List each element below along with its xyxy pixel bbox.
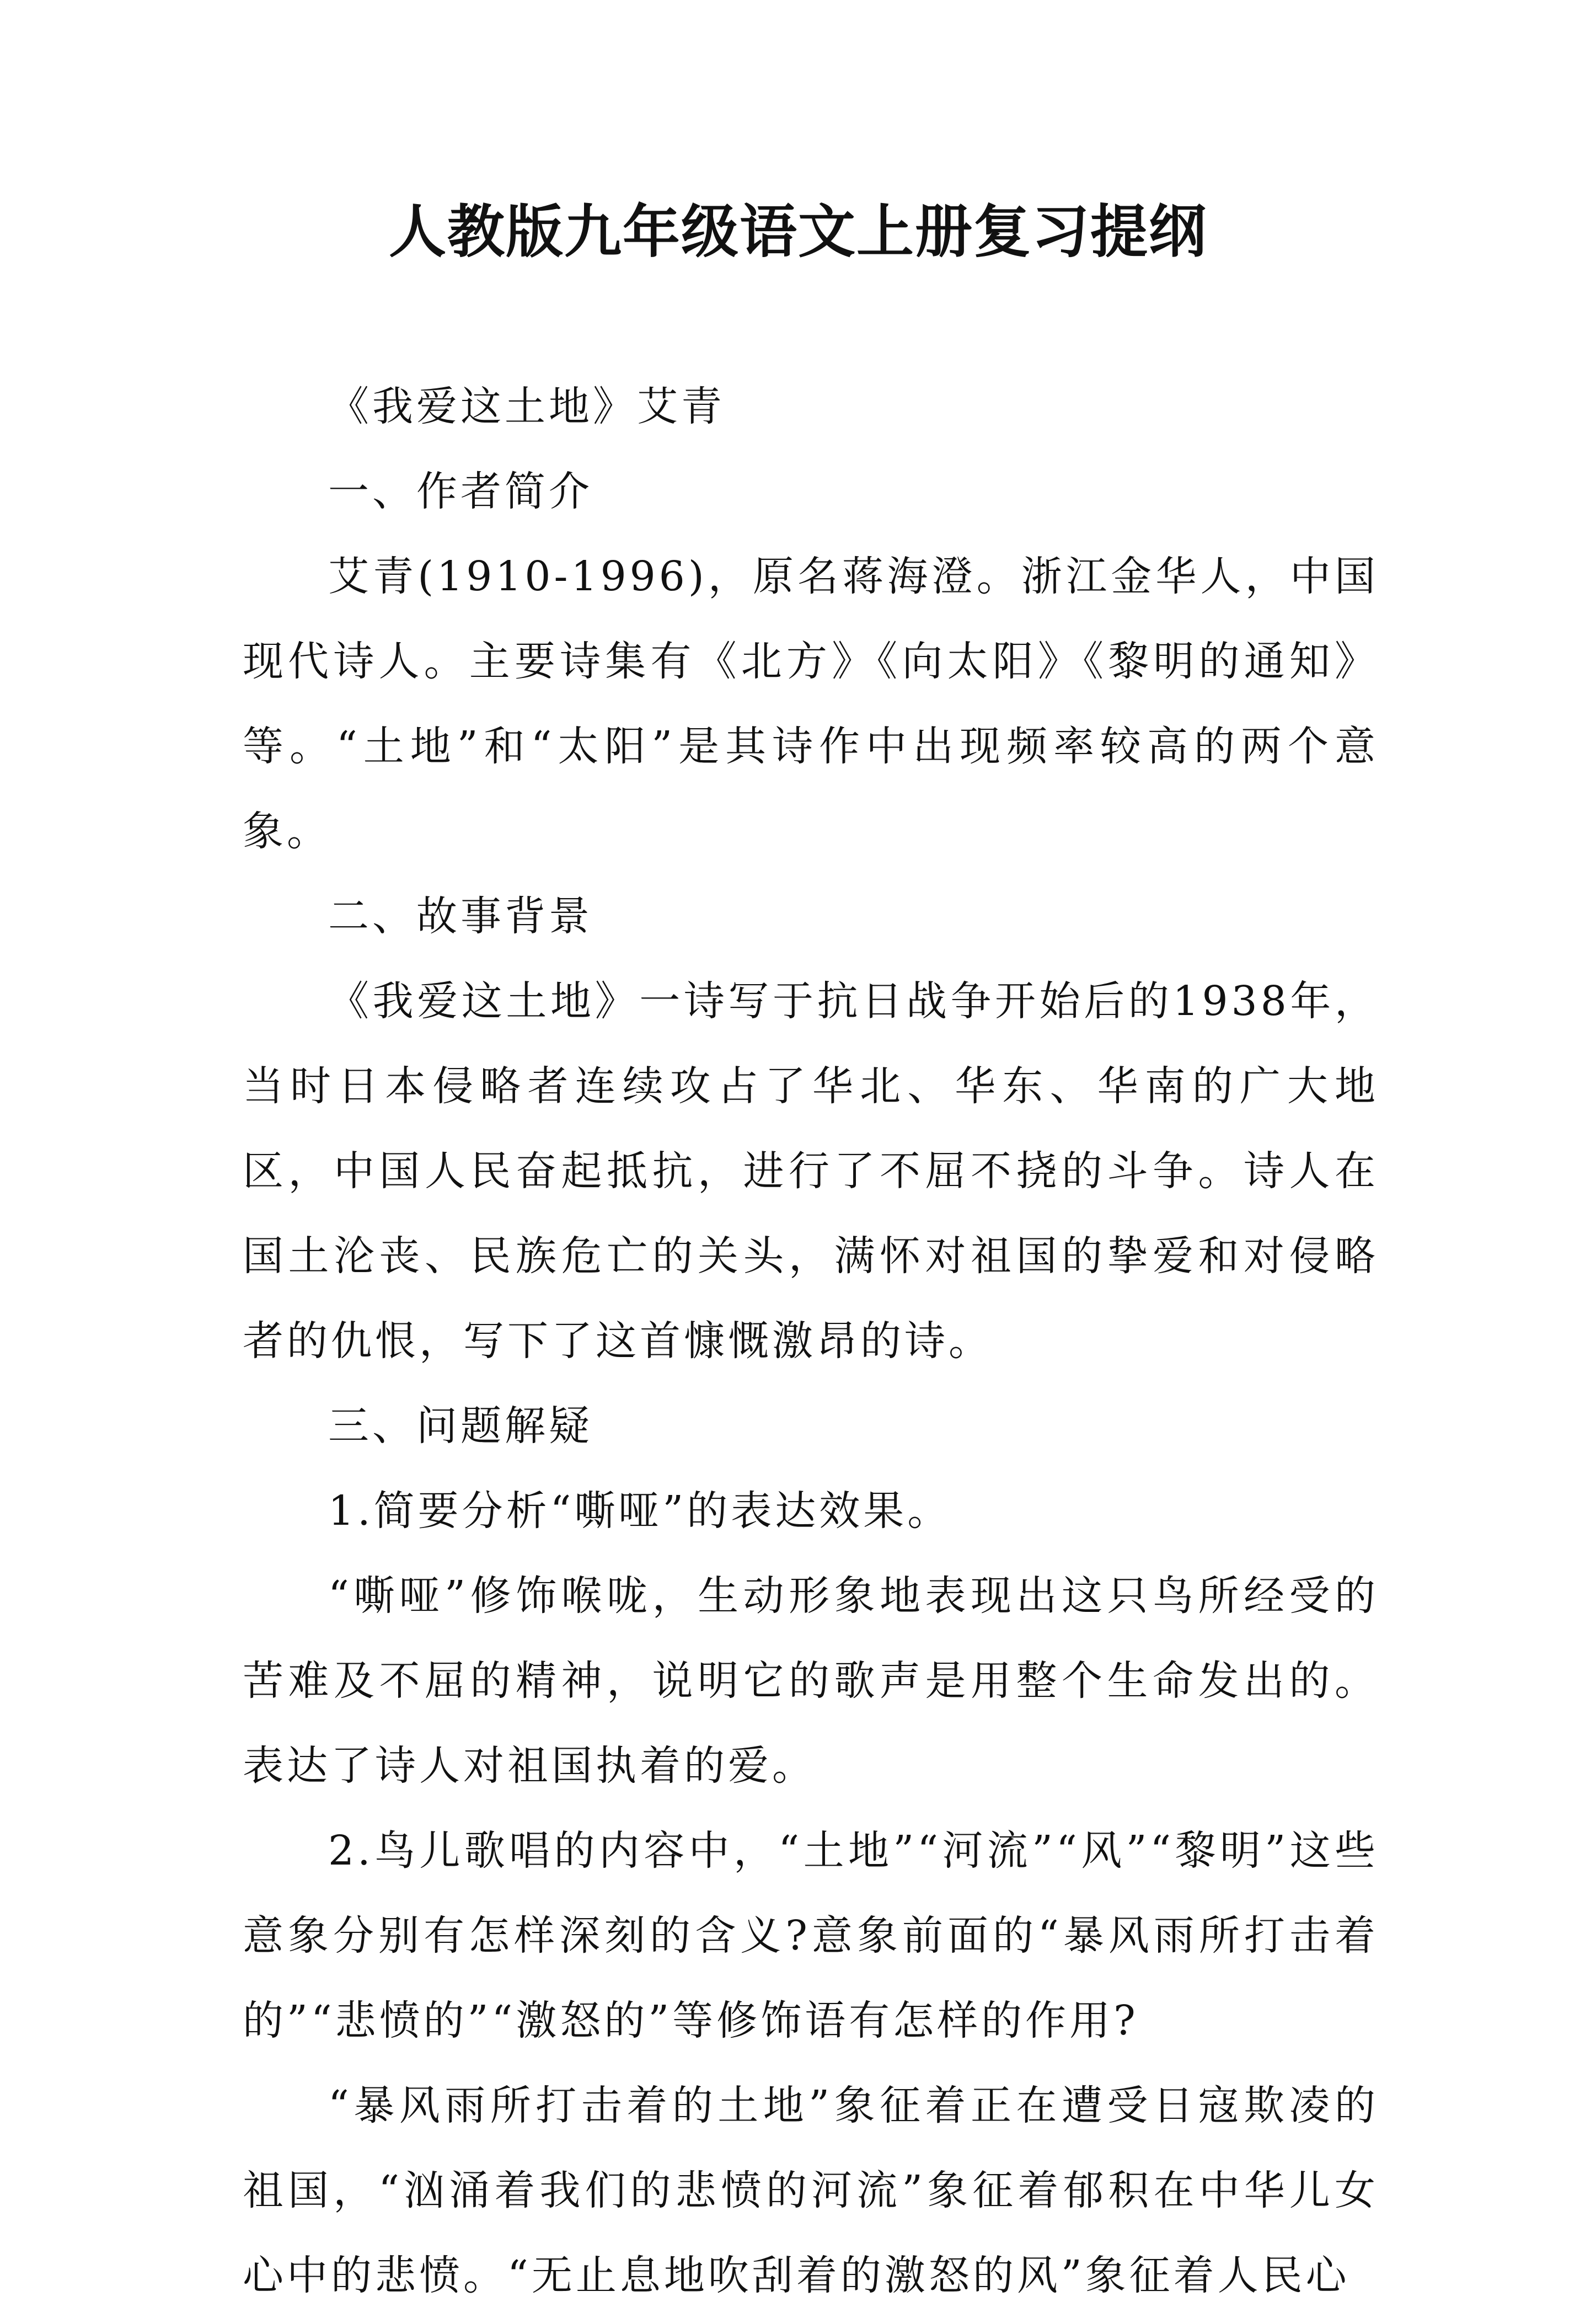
document-body bbox=[243, 364, 1379, 2318]
question-2: 2.鸟儿歌唱的内容中，“土地”“河流”“风”“黎明”这些意象分别有怎样深刻的含义?意象前面的“暴风雨所打击着的”“悲愤的”“激怒的”等修饰语有怎样的作用? bbox=[243, 1827, 1379, 2044]
section-heading-author: 一、作者简介 bbox=[328, 468, 593, 515]
section-heading-questions: 三、问题解疑 bbox=[328, 1402, 593, 1450]
poem-title-line: 《我爱这土地》艾青 bbox=[328, 383, 725, 430]
section-heading-background: 二、故事背景 bbox=[328, 893, 593, 940]
document-title: 人教版九年级语文上册复习提纲 bbox=[388, 197, 1207, 265]
paragraph-background: 《我爱这土地》一诗写于抗日战争开始后的1938年，当时日本侵略者连续攻占了华北、华东、华南的广大地区，中国人民奋起抵抗，进行了不屈不挠的斗争。诗人在国土沦丧、民族危亡的关头，满怀对祖国的挚爱和对侵略者的仇恨，写下了这首慷慨激昂的诗。 bbox=[243, 978, 1379, 1365]
paragraph-author-intro: 艾青(1910-1996)，原名蒋海澄。浙江金华人，中国现代诗人。主要诗集有《北方》《向太阳》《黎明的通知》等。“土地”和“太阳”是其诗作中出现频率较高的两个意象。 bbox=[243, 553, 1379, 855]
answer-2: “暴风雨所打击着的土地”象征着正在遭受日寇欺凌的祖国，“汹涌着我们的悲愤的河流”象征着郁积在中华儿女心中的悲愤。“无止息地吹刮着的激怒的风”象征着人民心 bbox=[243, 2082, 1379, 2299]
answer-1: “嘶哑”修饰喉咙，生动形象地表现出这只鸟所经受的苦难及不屈的精神，说明它的歌声是用整个生命发出的。表达了诗人对祖国执着的爱。 bbox=[243, 1572, 1379, 1790]
question-1: 1.简要分析“嘶哑”的表达效果。 bbox=[328, 1487, 952, 1535]
